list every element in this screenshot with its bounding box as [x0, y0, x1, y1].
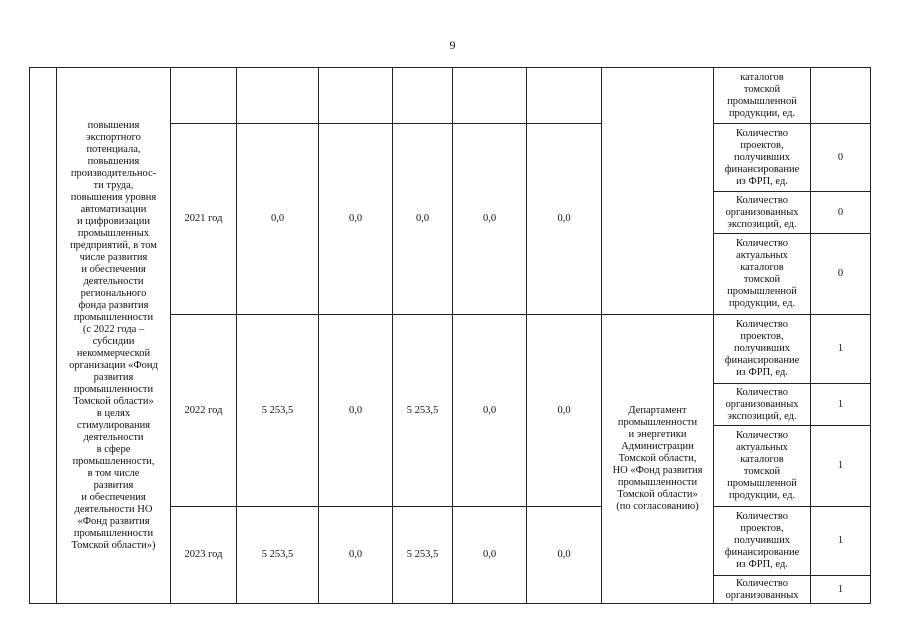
- extra-budget-cell: 0,0: [527, 124, 602, 315]
- indicator-value-cell: [811, 68, 871, 124]
- local-cell: [453, 68, 527, 124]
- indicator-name-cell: Количество проектов, получивших финансирование из ФРП, ед.: [714, 124, 811, 192]
- federal-cell: 0,0: [319, 315, 393, 507]
- program-table: [29, 67, 871, 604]
- local-cell: 0,0: [453, 315, 527, 507]
- number-cell: [30, 68, 57, 604]
- indicator-value-cell: 0: [811, 192, 871, 234]
- year-cell: 2021 год: [171, 124, 237, 315]
- local-cell: 0,0: [453, 507, 527, 604]
- indicator-name-cell: каталогов томской промышленной продукции, ед.: [714, 68, 811, 124]
- local-cell: 0,0: [453, 124, 527, 315]
- federal-cell: [319, 68, 393, 124]
- regional-cell: 0,0: [393, 124, 453, 315]
- indicator-value-cell: 0: [811, 234, 871, 315]
- indicator-name-cell: Количество организованных: [714, 576, 811, 604]
- table-row: [30, 68, 871, 124]
- total-cell: 5 253,5: [237, 315, 319, 507]
- federal-cell: 0,0: [319, 507, 393, 604]
- indicator-value-cell: 1: [811, 315, 871, 384]
- extra-budget-cell: 0,0: [527, 507, 602, 604]
- measure-name-cell: повышения экспортного потенциала, повышения производительнос- ти труда, повышения уровня автоматизации и цифровизации промышленных предприятий, в том числе развития и обеспечения деятельности регионального фонда развития промышленности (с 2022 года – субсидии некоммерческой организации «Фонд развития промышленности Томской области» в целях стимулирования деятельности в сфере промышленности, в том числе развития и обеспечения деятельности НО «Фонд развития промышленности Томской области»): [57, 68, 171, 604]
- year-cell: 2023 год: [171, 507, 237, 604]
- indicator-value-cell: 1: [811, 384, 871, 426]
- indicator-value-cell: 1: [811, 507, 871, 576]
- indicator-value-cell: 1: [811, 426, 871, 507]
- federal-cell: 0,0: [319, 124, 393, 315]
- responsible-cell: [602, 68, 714, 315]
- page-number: 9: [449, 38, 456, 52]
- indicator-value-cell: 0: [811, 124, 871, 192]
- regional-cell: 5 253,5: [393, 315, 453, 507]
- indicator-name-cell: Количество организованных экспозиций, ед.: [714, 192, 811, 234]
- indicator-name-cell: Количество проектов, получивших финансирование из ФРП, ед.: [714, 315, 811, 384]
- indicator-name-cell: Количество актуальных каталогов томской промышленной продукции, ед.: [714, 426, 811, 507]
- total-cell: 5 253,5: [237, 507, 319, 604]
- extra-budget-cell: [527, 68, 602, 124]
- indicator-name-cell: Количество организованных экспозиций, ед.: [714, 384, 811, 426]
- total-cell: 0,0: [237, 124, 319, 315]
- regional-cell: 5 253,5: [393, 507, 453, 604]
- year-cell: 2022 год: [171, 315, 237, 507]
- indicator-name-cell: Количество проектов, получивших финансирование из ФРП, ед.: [714, 507, 811, 576]
- year-cell: [171, 68, 237, 124]
- indicator-name-cell: Количество актуальных каталогов томской промышленной продукции, ед.: [714, 234, 811, 315]
- indicator-value-cell: 1: [811, 576, 871, 604]
- extra-budget-cell: 0,0: [527, 315, 602, 507]
- total-cell: [237, 68, 319, 124]
- responsible-cell: Департамент промышленности и энергетики Администрации Томской области, НО «Фонд развития промышленности Томской области» (по согласованию): [602, 315, 714, 604]
- regional-cell: [393, 68, 453, 124]
